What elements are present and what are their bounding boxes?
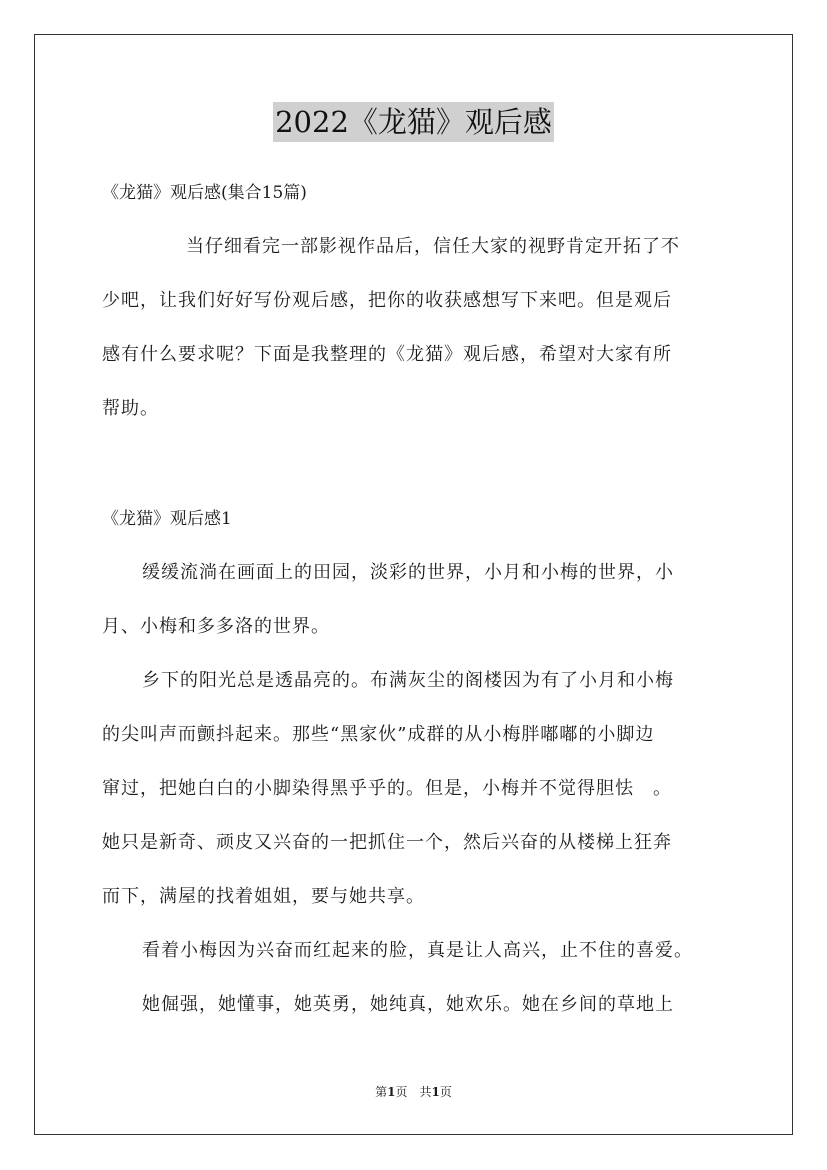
intro-line: 帮助。 — [102, 398, 159, 419]
footer-page-suffix: 页 — [439, 1085, 452, 1099]
footer-page-mid: 页 共 — [395, 1085, 432, 1099]
page-footer — [0, 1084, 827, 1100]
footer-page-current: 1 — [387, 1085, 396, 1099]
section-line: 而下，满屋的找着姐姐，要与她共享。 — [102, 886, 425, 907]
section-line: 的尖叫声而颤抖起来。那些“黑家伙”成群的从小梅胖嘟嘟的小脚边 — [102, 724, 655, 745]
section-line: 缓缓流淌在画面上的田园，淡彩的世界，小月和小梅的世界，小 — [142, 562, 674, 583]
section-line: 月、小梅和多多洛的世界。 — [102, 616, 330, 637]
section-line: 窜过，把她白白的小脚染得黑乎乎的。但是，小梅并不觉得胆怯 。 — [102, 778, 672, 799]
document-title: 2022《龙猫》观后感 — [273, 102, 554, 142]
document-title-container — [0, 102, 827, 142]
section-heading: 《龙猫》观后感1 — [102, 509, 232, 529]
section-line: 她倔强，她懂事，她英勇，她纯真，她欢乐。她在乡间的草地上 — [142, 994, 674, 1015]
section-line: 她只是新奇、顽皮又兴奋的一把抓住一个，然后兴奋的从楼梯上狂奔 — [102, 832, 672, 853]
footer-page-prefix: 第 — [375, 1085, 388, 1099]
footer-page-total: 1 — [431, 1085, 440, 1099]
section-line: 乡下的阳光总是透晶亮的。布满灰尘的阁楼因为有了小月和小梅 — [142, 670, 674, 691]
section-body — [102, 546, 732, 1032]
intro-paragraph — [102, 220, 732, 436]
intro-line: 感有什么要求呢？下面是我整理的《龙猫》观后感，希望对大家有所 — [102, 344, 672, 365]
section-line: 看着小梅因为兴奋而红起来的脸，真是让人高兴，止不住的喜爱。 — [142, 940, 693, 961]
document-subtitle: 《龙猫》观后感(集合15篇) — [102, 183, 307, 203]
intro-line: 少吧，让我们好好写份观后感，把你的收获感想写下来吧。但是观后 — [102, 290, 672, 311]
intro-line: 当仔细看完一部影视作品后，信任大家的视野肯定开拓了不 — [186, 236, 680, 257]
